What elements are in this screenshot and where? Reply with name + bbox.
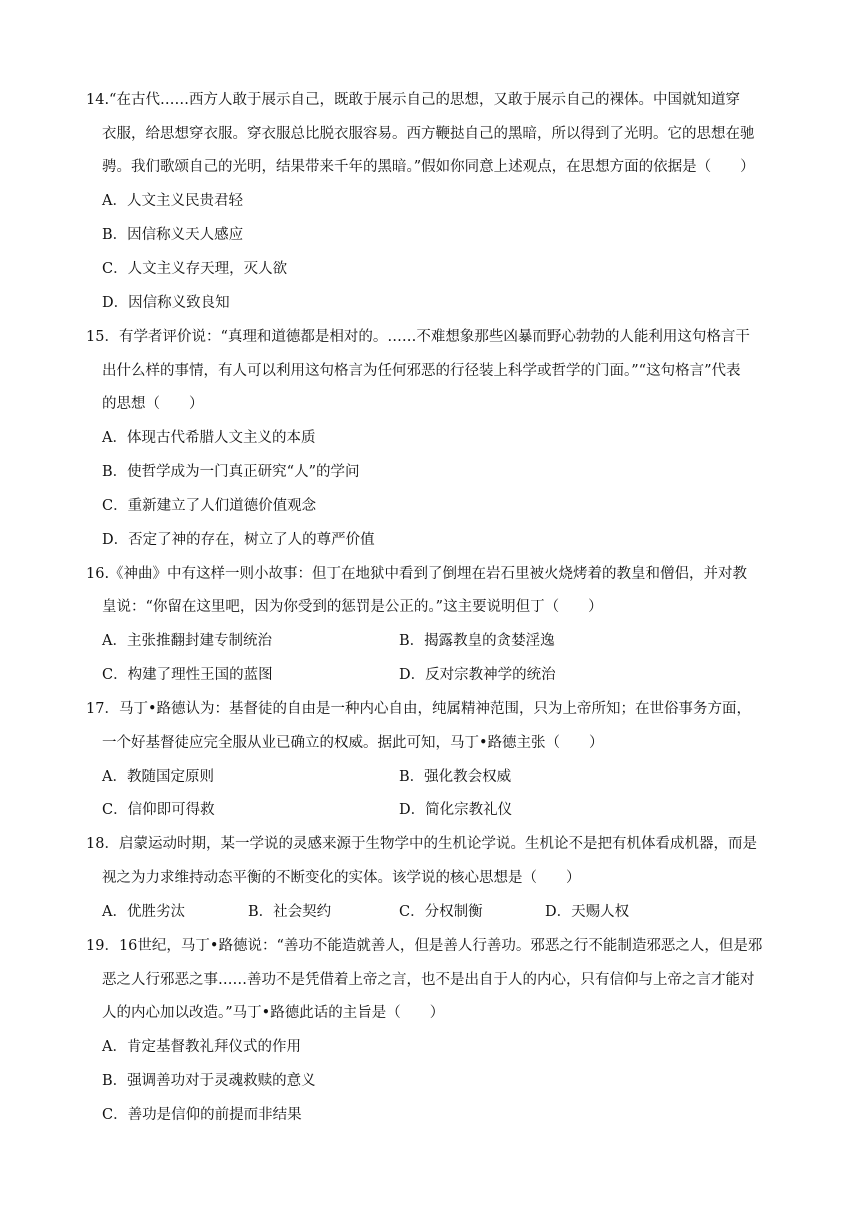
question-stem-line: 一个好基督徒应完全服从业已确立的权威。据此可知，马丁•路德主张（ ） — [102, 735, 604, 751]
question-stem-line: 14.“在古代……西方人敢于展示自己，既敢于展示自己的思想，又敢于展示自己的裸体。中国就知道穿 — [86, 92, 740, 108]
question-stem-line: 出什么样的事情，有人可以利用这句格言为任何邪恶的行径装上科学或哲学的门面。”“这句格言”代表 — [102, 363, 741, 379]
option-c: C．重新建立了人们道德价值观念 — [102, 498, 317, 514]
question-stem-line: 19．16世纪，马丁•路德说：“善功不能造就善人，但是善人行善功。邪恶之行不能制造邪恶之人，但是邪 — [86, 938, 763, 954]
option-b: B．社会契约 — [248, 904, 332, 920]
question-stem-line: 18．启蒙运动时期，某一学说的灵感来源于生物学中的生机论学说。生机论不是把有机体看成机器，而是 — [86, 836, 757, 852]
question-stem-line: 17．马丁•路德认为：基督徒的自由是一种内心自由，纯属精神范围，只为上帝所知；在世俗事务方面， — [86, 701, 751, 717]
option-c: C．信仰即可得救 — [102, 802, 215, 818]
option-b: B．因信称义天人感应 — [102, 227, 244, 243]
option-c: C．人文主义存天理，灭人欲 — [102, 261, 288, 277]
option-a: A．肯定基督教礼拜仪式的作用 — [102, 1039, 301, 1055]
question-stem-line: 15．有学者评价说：“真理和道德都是相对的。……不难想象那些凶暴而野心勃勃的人能利用这句格言干 — [86, 329, 750, 345]
option-c: C．构建了理性王国的蓝图 — [102, 667, 273, 683]
option-a: A．教随国定原则 — [102, 769, 214, 785]
question-stem-line: 人的内心加以改造。”马丁•路德此话的主旨是（ ） — [102, 1005, 445, 1021]
option-c: C．善功是信仰的前提而非结果 — [102, 1107, 302, 1123]
question-stem-line: 16.《神曲》中有这样一则小故事：但丁在地狱中看到了倒埋在岩石里被火烧烤着的教皇和僧侣，并对教 — [86, 566, 748, 582]
option-d: D．简化宗教礼仪 — [399, 802, 513, 818]
question-stem-line: 的思想（ ） — [102, 396, 204, 412]
option-d: D．天赐人权 — [545, 904, 630, 920]
option-d: D．否定了神的存在，树立了人的尊严价值 — [102, 532, 375, 548]
question-stem-line: 皇说：“你留在这里吧，因为你受到的惩罚是公正的。”这主要说明但丁（ ） — [102, 599, 603, 615]
option-a: A．体现古代希腊人文主义的本质 — [102, 430, 316, 446]
option-a: A．优胜劣汰 — [102, 904, 185, 920]
option-b: B．强调善功对于灵魂救赎的意义 — [102, 1073, 316, 1089]
option-d: D．反对宗教神学的统治 — [399, 667, 556, 683]
question-stem-line: 恶之人行邪恶之事……善功不是凭借着上帝之言，也不是出自于人的内心，只有信仰与上帝之言才能对 — [102, 972, 755, 988]
question-stem-line: 骋。我们歌颂自己的光明，结果带来千年的黑暗。”假如你同意上述观点，在思想方面的依据是（ ） — [102, 159, 755, 175]
option-b: B．强化教会权威 — [399, 769, 512, 785]
option-b: B．使哲学成为一门真正研究“人”的学问 — [102, 464, 360, 480]
question-stem-line: 视之为力求维持动态平衡的不断变化的实体。该学说的核心思想是（ ） — [102, 870, 581, 886]
question-stem-line: 衣服，给思想穿衣服。穿衣服总比脱衣服容易。西方鞭挞自己的黑暗，所以得到了光明。它的思想在驰 — [102, 126, 755, 142]
option-d: D．因信称义致良知 — [102, 295, 230, 311]
option-a: A．人文主义民贵君轻 — [102, 193, 243, 209]
option-c: C．分权制衡 — [399, 904, 483, 920]
option-a: A．主张推翻封建专制统治 — [102, 633, 272, 649]
option-b: B．揭露教皇的贪婪淫逸 — [399, 633, 555, 649]
